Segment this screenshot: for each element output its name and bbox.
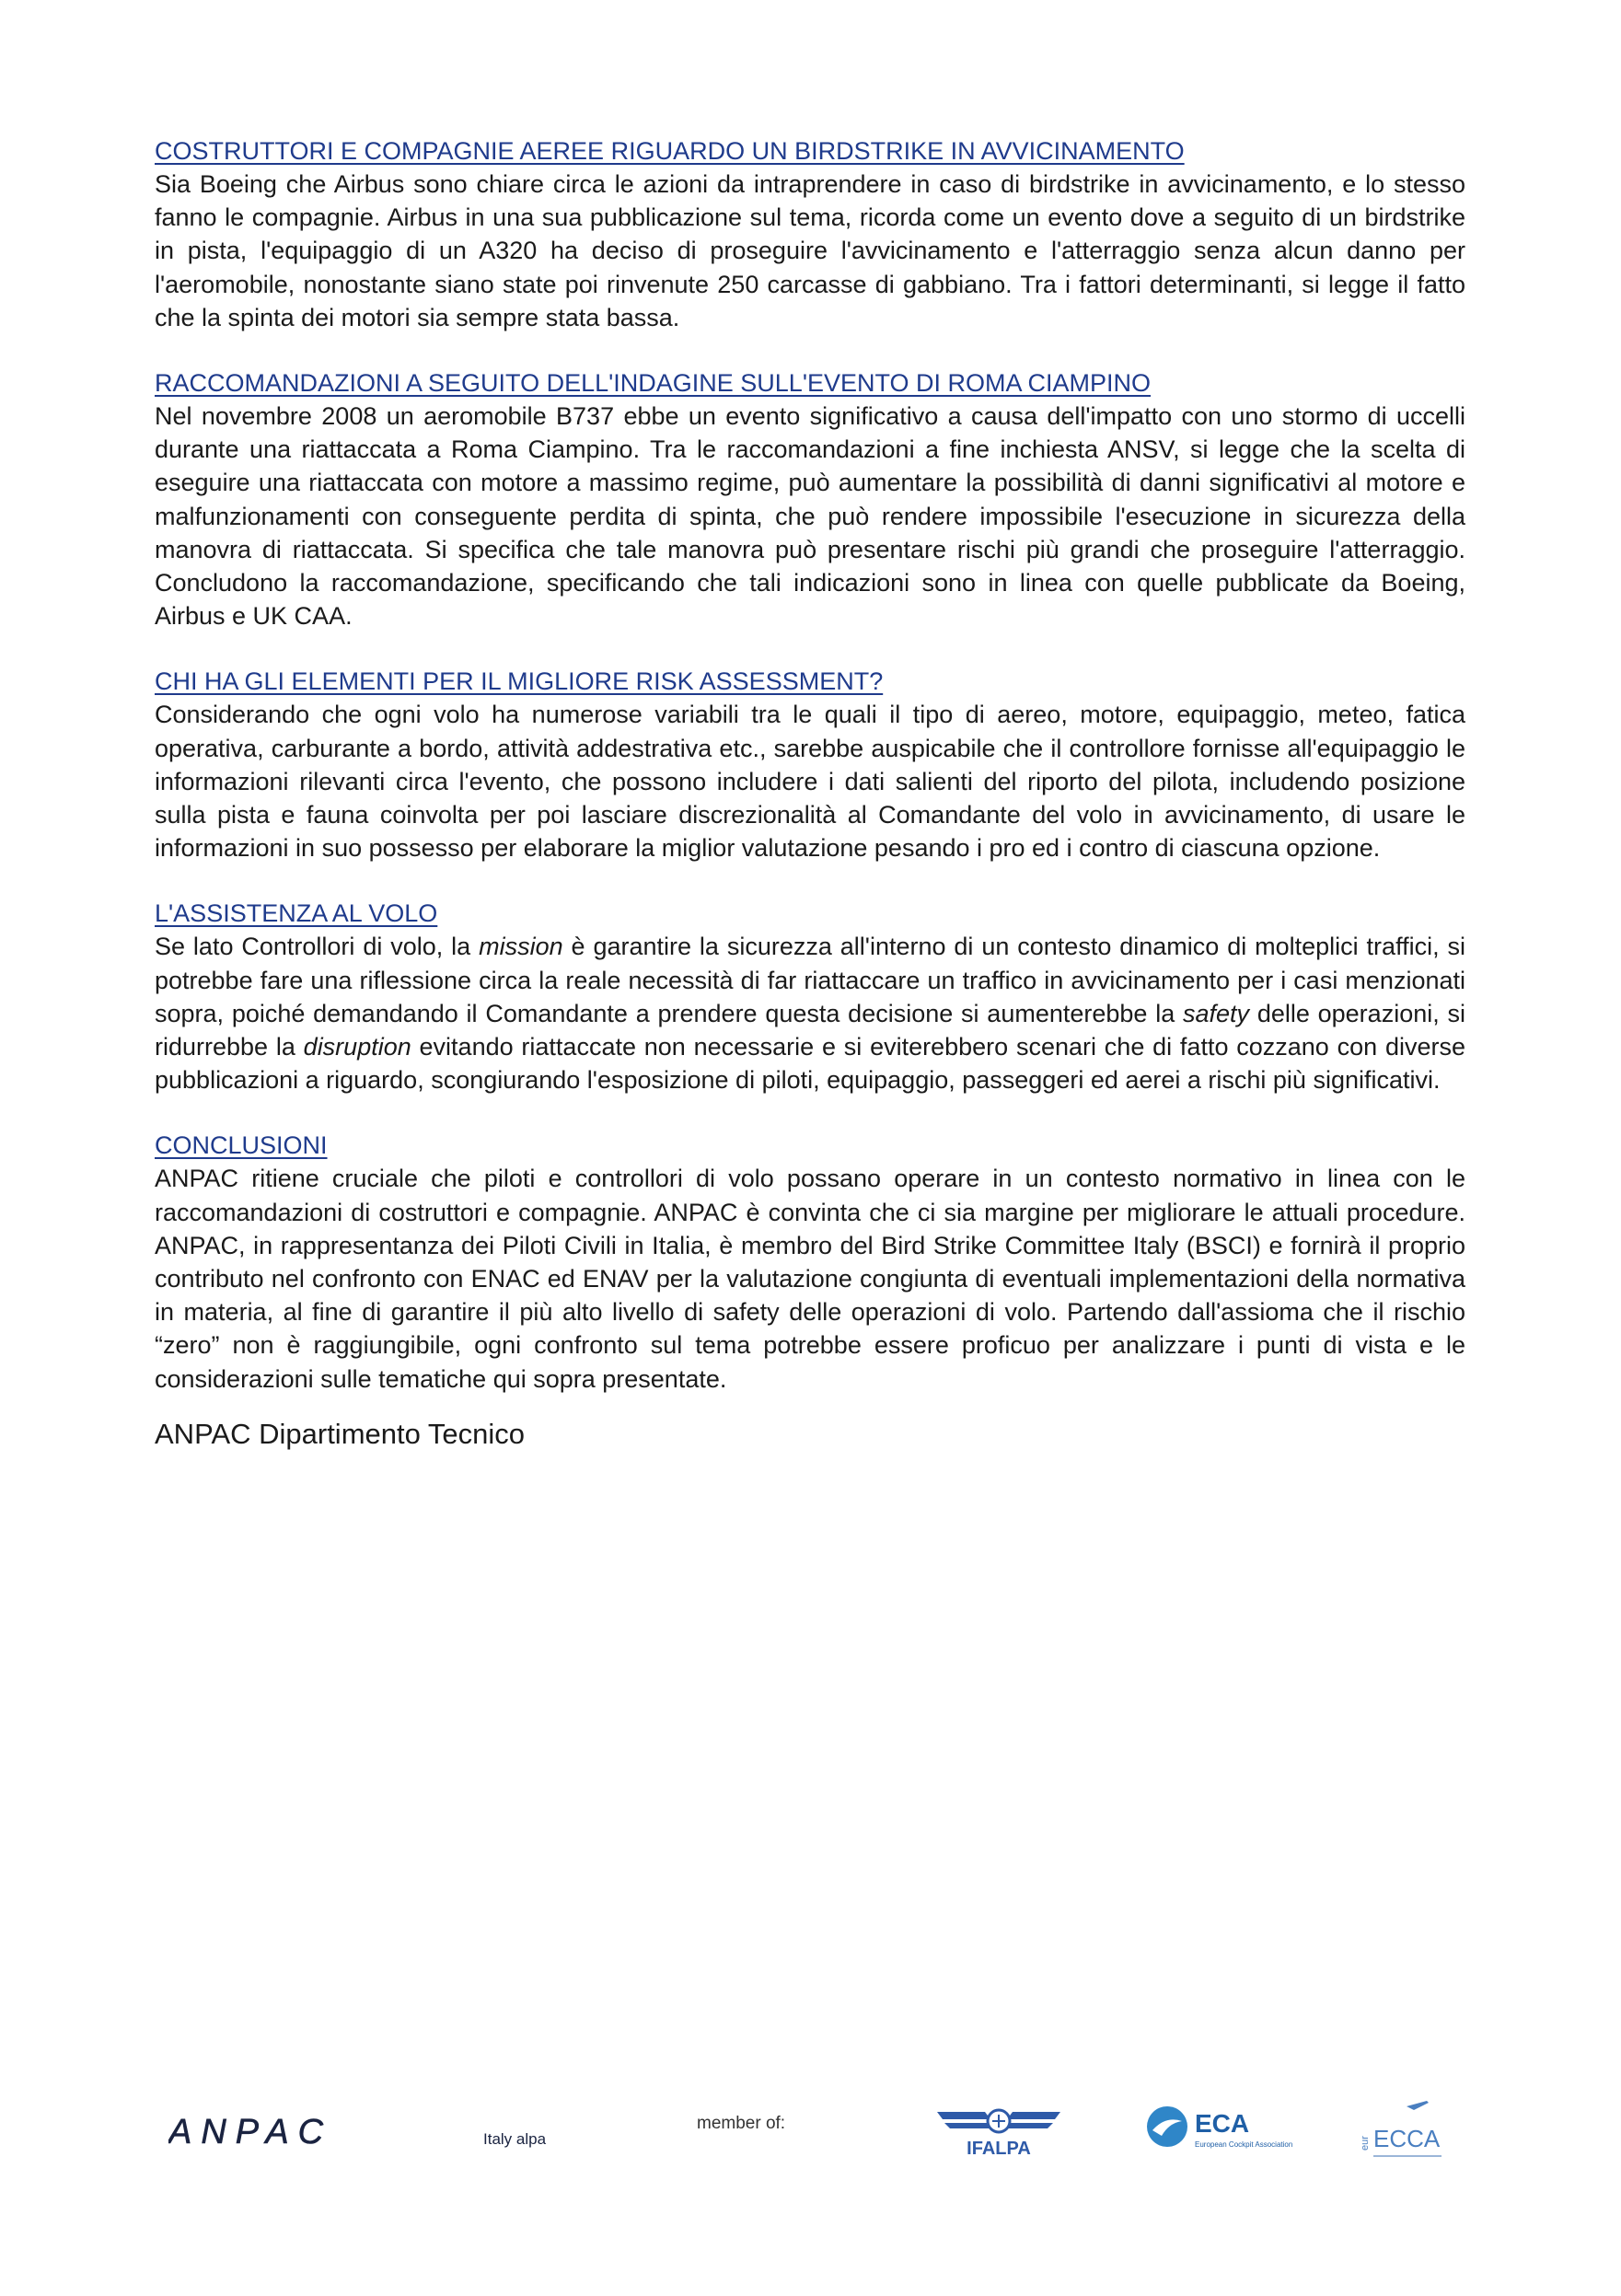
text-run: evitando riattaccate non necessarie e si eviterebbero scenari che di fatto cozzano con diverse pubblicazioni a riguardo, scongiurando l'esposizione di piloti, equipaggio, passeggeri ed aerei a rischi più significativi. bbox=[155, 1033, 1465, 1095]
italic-term-mission: mission bbox=[479, 933, 563, 961]
text-run: è garantire la sicurezza all'interno di un contesto dinamico di molteplici traffici, si potrebbe fare una riflessione circa la reale necessità di far riattaccare un traffico in avvicinamento per i casi menzionati sopra, poiché demandando il Comandante a prendere questa decisione si aumenterebbe la bbox=[155, 933, 1465, 1027]
section-atc-assistance bbox=[155, 897, 1465, 1096]
section-heading: L'ASSISTENZA AL VOLO bbox=[155, 899, 438, 928]
ifalpa-wings-icon bbox=[937, 2110, 1060, 2132]
footer bbox=[0, 2081, 1621, 2191]
eca-bird-icon bbox=[1147, 2106, 1187, 2147]
italic-term-disruption: disruption bbox=[303, 1033, 411, 1061]
ifalpa-logo bbox=[930, 2099, 1068, 2163]
section-risk-assessment bbox=[155, 665, 1465, 864]
member-of-label: member of: bbox=[697, 2114, 786, 2133]
anpac-logo bbox=[168, 2114, 573, 2151]
italic-term-safety: safety bbox=[1183, 999, 1250, 1027]
euecca-logo bbox=[1359, 2090, 1447, 2173]
section-conclusions bbox=[155, 1129, 1465, 1395]
section-paragraph: ANPAC ritiene cruciale che piloti e controllori di volo possano operare in un contesto normativo in linea con le raccomandazioni di costruttori e compagnie. ANPAC è convinta che ci sia margine per migliorare le attuali procedure. ANPAC, in rappresentanza dei Piloti Civili in Italia, è membro del Bird Strike Committee Italy (BSCI) e fornirà il proprio contributo nel confronto con ENAC ed ENAV per la valutazione congiunta di eventuali implementazioni della normativa in materia, al fine di garantire il più alto livello di safety delle operazioni di volo. Partendo dall'assioma che il rischio “zero” non è raggiungibile, ogni confronto sul tema potrebbe essere proficuo per analizzare i punti di vista e le considerazioni sulle tematiche qui sopra presentate. bbox=[155, 1165, 1465, 1393]
euecca-prefix: eur bbox=[1360, 2136, 1371, 2151]
section-heading: RACCOMANDAZIONI A SEGUITO DELL'INDAGINE SULL'EVENTO DI ROMA CIAMPINO bbox=[155, 369, 1152, 398]
section-heading: COSTRUTTORI E COMPAGNIE AEREE RIGUARDO UN BIRDSTRIKE IN AVVICINAMENTO bbox=[155, 137, 1185, 165]
section-heading: CONCLUSIONI bbox=[155, 1131, 328, 1160]
document-body bbox=[155, 134, 1465, 1453]
section-heading: CHI HA GLI ELEMENTI PER IL MIGLIORE RISK ASSESSMENT? bbox=[155, 667, 884, 696]
section-manufacturers bbox=[155, 134, 1465, 334]
section-paragraph: Sia Boeing che Airbus sono chiare circa le azioni da intraprendere in caso di birdstrike in avvicinamento, e lo stesso fanno le compagnie. Airbus in una sua pubblicazione sul tema, ricorda come un evento dove a seguito di un birdstrike in pista, l'equipaggio di un A320 ha deciso di proseguire l'avvicinamento e l'atterraggio senza alcun danno per l'aeromobile, nonostante siano state poi rinvenute 250 carcasse di gabbiano. Tra i fattori determinanti, si legge il fatto che la spinta dei motori sia sempre stata bassa. bbox=[155, 170, 1465, 331]
signature: ANPAC Dipartimento Tecnico bbox=[155, 1417, 526, 1450]
eca-text: ECA bbox=[1195, 2109, 1250, 2138]
anpac-logo-text: ANPAC bbox=[168, 2114, 333, 2151]
section-paragraph: Considerando che ogni volo ha numerose variabili tra le quali il tipo di aereo, motore, equipaggio, meteo, fatica operativa, carburante a bordo, attività addestrativa etc., sarebbe auspicabile che il controllore fornisse all'equipaggio le informazioni rilevanti circa l'evento, che possono includere i dati salienti del riporto del pilota, includendo posizione sulla pista e fauna coinvolta per poi lasciare discrezionalità al Comandante del volo in avvicinamento, di usare le informazioni in suo possesso per elaborare la miglior valutazione pesando i pro ed i contro di ciascuna opzione. bbox=[155, 701, 1465, 863]
section-recommendations bbox=[155, 366, 1465, 632]
section-paragraph bbox=[155, 930, 1465, 1096]
ifalpa-text: IFALPA bbox=[967, 2139, 1031, 2159]
text-run: Se lato Controllori di volo, la bbox=[155, 933, 480, 961]
text-run: delle operazioni, si ridurrebbe la bbox=[155, 999, 1465, 1061]
eca-logo bbox=[1140, 2097, 1314, 2162]
eca-subtitle: European Cockpit Association bbox=[1195, 2140, 1293, 2149]
plane-icon bbox=[1407, 2101, 1429, 2110]
anpac-tagline: Italy alpa bbox=[483, 2130, 547, 2148]
section-paragraph: Nel novembre 2008 un aeromobile B737 ebbe un evento significativo a causa dell'impatto con uno stormo di uccelli durante una riattaccata a Roma Ciampino. Tra le raccomandazioni a fine inchiesta ANSV, si legge che la scelta di eseguire una riattaccata con motore a massimo regime, può aumentare la possibilità di danni significativi al motore e malfunzionamenti con conseguente perdita di spinta, che può rendere impossibile l'esecuzione in sicurezza della manovra di riattaccata. Si specifica che tale manovra può presentare rischi più grandi che proseguire l'atterraggio. Concludono la raccomandazione, specificando che tali indicazioni sono in linea con quelle pubblicate da Boeing, Airbus e UK CAA. bbox=[155, 402, 1465, 631]
euecca-text: ECCA bbox=[1373, 2125, 1441, 2152]
